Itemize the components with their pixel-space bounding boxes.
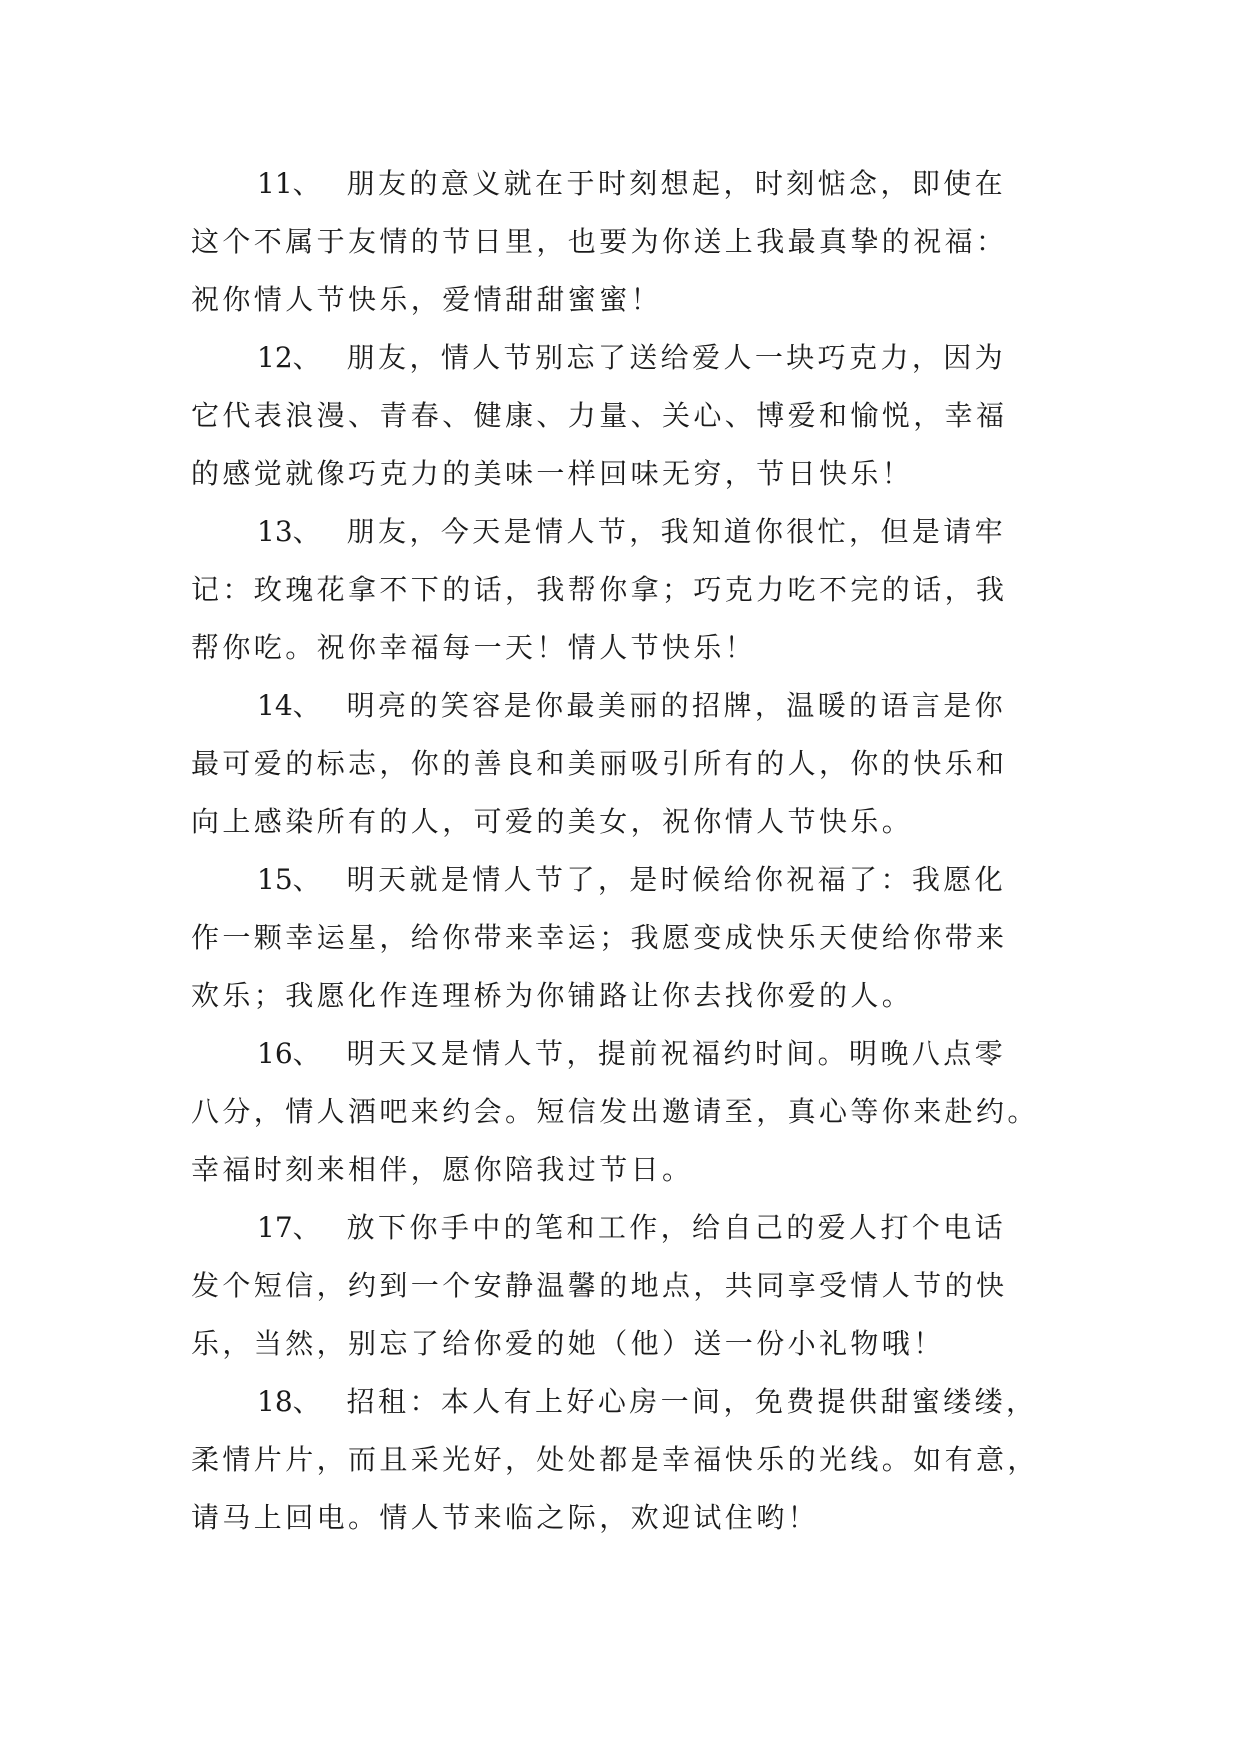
paragraph-line-text: 它代表浪漫、青春、健康、力量、关心、博爱和愉悦，幸福 [191,399,1008,432]
paragraph-first-line [191,677,1051,735]
paragraph-line [191,1431,1051,1489]
paragraph-line [191,271,1051,329]
paragraph-first-line [191,503,1051,561]
paragraph-number: 18、 [257,1385,321,1418]
paragraph-line [191,619,1051,677]
paragraph-line-text: 八分，情人酒吧来约会。短信发出邀请至，真心等你来赴约。 [191,1095,1039,1128]
paragraph-first-line [191,329,1051,387]
paragraph-line-text: 乐，当然，别忘了给你爱的她（他）送一份小礼物哦！ [191,1327,945,1360]
paragraph-first-line [191,155,1051,213]
paragraph-line-text: 作一颗幸运星，给你带来幸运；我愿变成快乐天使给你带来 [191,921,1008,954]
document-body [191,155,1051,1547]
paragraph-line [191,967,1051,1025]
paragraph-first-line [191,1025,1051,1083]
paragraph-line [191,1489,1051,1547]
paragraph-line [191,1315,1051,1373]
paragraph-line-text: 柔情片片，而且采光好，处处都是幸福快乐的光线。如有意， [191,1443,1039,1476]
paragraph-line-text: 幸福时刻来相伴，愿你陪我过节日。 [191,1153,694,1186]
paragraph-line-text: 明天就是情人节了，是时候给你祝福了：我愿化 [346,863,1007,896]
paragraph-line [191,1141,1051,1199]
paragraph-line [191,1257,1051,1315]
paragraph-number: 17、 [257,1211,321,1244]
paragraph-number: 12、 [257,341,321,374]
paragraph-line-text: 朋友，情人节别忘了送给爱人一块巧克力，因为 [346,341,1007,374]
paragraph-line [191,1083,1051,1141]
paragraph-item [191,677,1051,851]
paragraph-line [191,561,1051,619]
paragraph-line [191,909,1051,967]
paragraph-item [191,503,1051,677]
paragraph-number: 16、 [257,1037,321,1070]
paragraph-line [191,445,1051,503]
paragraph-line-text: 朋友的意义就在于时刻想起，时刻惦念，即使在 [346,167,1007,200]
paragraph-line-text: 明亮的笑容是你最美丽的招牌，温暖的语言是你 [346,689,1007,722]
paragraph-line-text: 请马上回电。情人节来临之际，欢迎试住哟！ [191,1501,820,1534]
paragraph-line-text: 祝你情人节快乐，爱情甜甜蜜蜜！ [191,283,663,316]
paragraph-number: 14、 [257,689,321,722]
paragraph-item [191,851,1051,1025]
paragraph-item [191,155,1051,329]
paragraph-line-text: 帮你吃。祝你幸福每一天！情人节快乐！ [191,631,757,664]
paragraph-line-text: 向上感染所有的人，可爱的美女，祝你情人节快乐。 [191,805,914,838]
paragraph-line [191,735,1051,793]
paragraph-first-line [191,851,1051,909]
paragraph-line-text: 欢乐；我愿化作连理桥为你铺路让你去找你爱的人。 [191,979,914,1012]
paragraph-line [191,387,1051,445]
paragraph-first-line [191,1373,1051,1431]
paragraph-line-text: 朋友，今天是情人节，我知道你很忙，但是请牢 [346,515,1007,548]
paragraph-line-text: 发个短信，约到一个安静温馨的地点，共同享受情人节的快 [191,1269,1008,1302]
paragraph-item [191,329,1051,503]
paragraph-line-text: 这个不属于友情的节日里，也要为你送上我最真挚的祝福： [191,225,1008,258]
paragraph-line-text: 放下你手中的笔和工作，给自己的爱人打个电话 [346,1211,1007,1244]
paragraph-item [191,1199,1051,1373]
paragraph-line-text: 记：玫瑰花拿不下的话，我帮你拿；巧克力吃不完的话，我 [191,573,1008,606]
paragraph-line-text: 明天又是情人节，提前祝福约时间。明晚八点零 [346,1037,1007,1070]
paragraph-item [191,1373,1051,1547]
paragraph-line-text: 的感觉就像巧克力的美味一样回味无穷，节日快乐！ [191,457,914,490]
paragraph-number: 15、 [257,863,321,896]
paragraph-first-line [191,1199,1051,1257]
paragraph-item [191,1025,1051,1199]
paragraph-line [191,793,1051,851]
paragraph-line [191,213,1051,271]
paragraph-line-text: 最可爱的标志，你的善良和美丽吸引所有的人，你的快乐和 [191,747,1008,780]
paragraph-number: 11、 [257,167,321,200]
paragraph-line-text: 招租：本人有上好心房一间，免费提供甜蜜缕缕， [346,1385,1038,1418]
paragraph-number: 13、 [257,515,321,548]
